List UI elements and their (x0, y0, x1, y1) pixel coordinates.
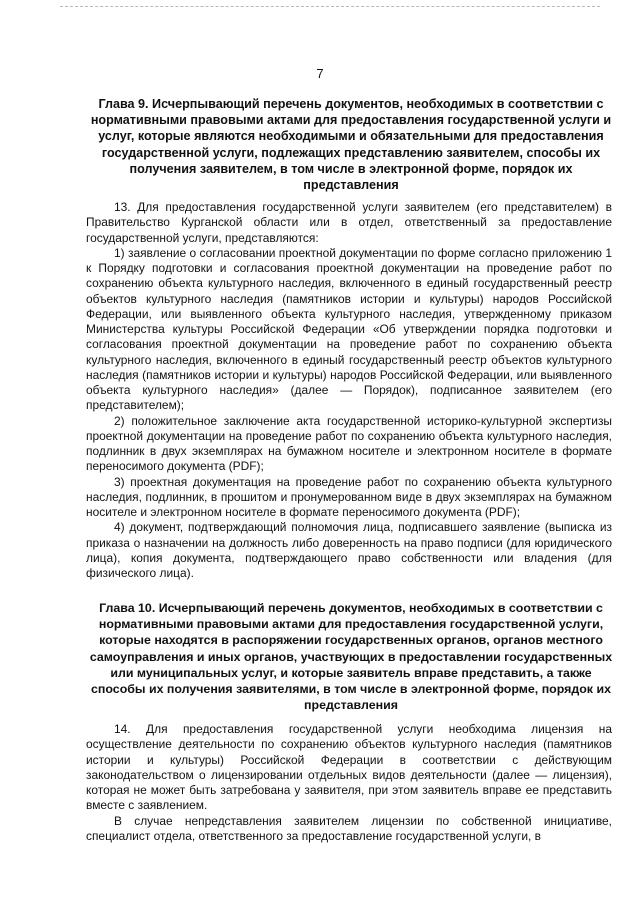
paragraph-14-continuation: В случае непредставления заявителем лицензии по собственной инициативе, специалист отдела, ответственного за предоставление государственной услуги, в (86, 813, 612, 843)
chapter-10-heading: Глава 10. Исчерпывающий перечень документов, необходимых в соответствии с нормативными правовыми актами для предоставления государственной услуги, которые находятся в распоряжении государственных органов, органов местного самоуправления и иных органов, участвующих в предоставлении государственных или муниципальных услуг, и которые заявитель вправе представить, а также способы их получения заявителями, в том числе в электронной форме, порядок их представления (89, 601, 613, 713)
page-number: 7 (316, 66, 324, 81)
chapter-10-body (86, 722, 612, 844)
list-item-3: 3) проектная документация на проведение работ по сохранению объекта культурного наследия, подлинник, в прошитом и пронумерованном виде в двух экземплярах на бумажном носителе и электронном носителе в формате переносимого документа (PDF); (86, 474, 612, 519)
paragraph-13: 13. Для предоставления государственной услуги заявителем (его представителем) в Правительство Курганской области или в отдел, ответственный за предоставление государственной услуги, представляются: (86, 200, 612, 245)
list-item-2: 2) положительное заключение акта государственной историко-культурной экспертизы проектной документации на проведение работ по сохранению объекта культурного наследия, подлинник в двух экземплярах на бумажном носителе и электронном носителе в формате переносимого документа (PDF); (86, 413, 612, 474)
paragraph-14: 14. Для предоставления государственной услуги необходима лицензия на осуществление деятельности по сохранению объектов культурного наследия (памятников истории и культуры) Российской Федерации в соответствии с действующим законодательством о лицензировании отдельных видов деятельности (далее — лицензия), которая не может быть затребована у заявителя, при этом заявитель вправе ее представить вместе с заявлением. (86, 722, 612, 813)
list-item-1: 1) заявление о согласовании проектной документации по форме согласно приложению 1 к Порядку подготовки и согласования проектной документации на проведение работ по сохранению объекта культурного наследия, включенного в единый государственный реестр объектов культурного наследия (памятников истории и культуры) народов Российской Федерации, или выявленного объекта культурного наследия, утвержденному приказом Министерства культуры Российской Федерации «Об утверждении порядка подготовки и согласования проектной документации на проведение работ по сохранению объекта культурного наследия, включенного в единый государственный реестр объектов культурного наследия (памятников истории и культуры) народов Российской Федерации, или выявленного объекта культурного наследия» (далее — Порядок), подписанное заявителем (его представителем); (86, 245, 612, 413)
chapter-9-body (86, 200, 612, 581)
chapter-9-heading: Глава 9. Исчерпывающий перечень документов, необходимых в соответствии с нормативными правовыми актами для предоставления государственной услуги и услуг, которые являются необходимыми и обязательными для предоставления государственной услуги, подлежащих представлению заявителем, способы их получения заявителем, в том числе в электронной форме, порядок их представления (90, 97, 612, 193)
list-item-4: 4) документ, подтверждающий полномочия лица, подписавшего заявление (выписка из приказа о назначении на должность либо доверенность на право подписи (для юридического лица), копия документа, подтверждающего право собственности или владения (для физического лица). (86, 520, 612, 580)
scan-top-border (60, 6, 600, 7)
